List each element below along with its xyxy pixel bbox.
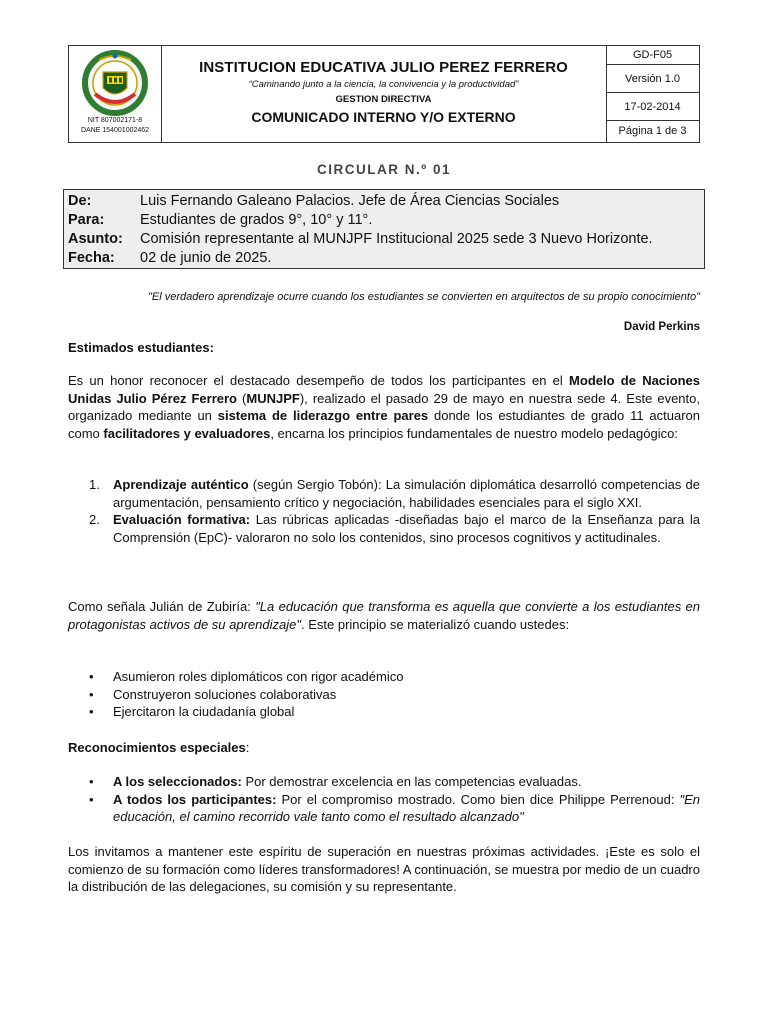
recognitions-list xyxy=(68,773,700,826)
to-value: Estudiantes de grados 9°, 10° y 11°. xyxy=(140,212,373,228)
circular-title: CIRCULAR N.º 01 xyxy=(317,162,451,177)
circular-info-box xyxy=(63,189,705,269)
epigraph-quote: "El verdadero aprendizaje ocurre cuando los estudiantes se convierten en arquitectos de su propio conocimiento" xyxy=(147,291,700,303)
info-row-date: Fecha: 02 de junio de 2025. xyxy=(68,250,272,266)
header-title-cell xyxy=(161,46,607,142)
greeting: Estimados estudiantes: xyxy=(68,340,214,355)
institution-name: INSTITUCION EDUCATIVA JULIO PEREZ FERRERO xyxy=(199,59,568,76)
list-item: 1. Aprendizaje auténtico (según Sergio Tobón): La simulación diplomática desarrolló competencias de argumentación, pensamiento crítico y negociación, habilidades esenciales para el siglo XXI. xyxy=(89,477,701,510)
recognitions-heading: Reconocimientos especiales: xyxy=(68,740,250,755)
nit-text: NIT 807002171-8 xyxy=(87,117,143,124)
achievements-list xyxy=(68,668,700,721)
dane-text: DANE 154001002462 xyxy=(80,127,150,134)
document-code: GD-F05 xyxy=(606,46,699,65)
document-date: 17-02-2014 xyxy=(606,93,699,121)
from-value: Luis Fernando Galeano Palacios. Jefe de Área Ciencias Sociales xyxy=(140,193,560,209)
list-item: • Construyeron soluciones colaborativas xyxy=(89,686,337,702)
list-item: • A los seleccionados: Por demostrar excelencia en las competencias evaluadas. xyxy=(89,774,582,789)
header-meta-cell xyxy=(606,46,699,142)
info-row-from: De: Luis Fernando Galeano Palacios. Jefe de Área Ciencias Sociales xyxy=(68,193,560,209)
school-crest-icon xyxy=(69,48,161,118)
date-value: 02 de junio de 2025. xyxy=(140,250,272,266)
paragraph-closing: Los invitamos a mantener este espíritu de superación en nuestras próximas actividades. ¡Este es solo el comienzo de su formación como líderes transformadores! A continuación, se muestra por medio de un cuadro la distribución de las delegaciones, su comisión y su representante. xyxy=(68,844,700,894)
page-number: Página 1 de 3 xyxy=(618,125,687,137)
management-area: GESTION DIRECTIVA xyxy=(335,94,432,105)
to-label: Para xyxy=(68,212,100,228)
document-version: Versión 1.0 xyxy=(606,65,699,93)
date-label: Fecha xyxy=(68,250,110,266)
subject-value: Comisión representante al MUNJPF Institucional 2025 sede 3 Nuevo Horizonte. xyxy=(140,231,653,247)
info-row-subject: Asunto: Comisión representante al MUNJPF Institucional 2025 sede 3 Nuevo Horizonte. xyxy=(68,231,653,247)
list-item: 2. Evaluación formativa: Las rúbricas aplicadas -diseñadas bajo el marco de la Enseñanza para la Comprensión (EpC)- valoraron no solo los contenidos, sino procesos cognitivos y actitudinales. xyxy=(89,512,700,545)
info-row-to: Para: Estudiantes de grados 9°, 10° y 11°. xyxy=(68,212,373,228)
logo-cell xyxy=(69,46,162,142)
principles-list xyxy=(68,476,700,546)
institution-motto: “Caminando junto a la ciencia, la convivencia y la productividad” xyxy=(248,79,519,90)
document-header-table xyxy=(68,45,700,143)
list-item: • A todos los participantes: Por el compromiso mostrado. Como bien dice Philippe Perrenoud: "En educación, el camino recorrido vale tanto como el resultado alcanzado" xyxy=(89,791,700,824)
from-label: De xyxy=(68,193,87,209)
list-item: • Ejercitaron la ciudadanía global xyxy=(89,704,295,719)
paragraph-zubiria: Como señala Julián de Zubiría: "La educación que transforma es aquella que convierte a los estudiantes en protagonistas activos de su aprendizaje". Este principio se materializó cuando ustedes: xyxy=(68,599,700,632)
subject-label: Asunto xyxy=(68,231,118,247)
list-item: • Asumieron roles diplomáticos con rigor académico xyxy=(89,669,404,684)
epigraph-author: David Perkins xyxy=(623,321,700,333)
paragraph-intro: Es un honor reconocer el destacado desempeño de todos los participantes en el Modelo de Naciones Unidas Julio Pérez Ferrero (MUNJPF), realizado el pasado 29 de mayo en nuestra sede 4. Este evento, organizado mediante un sistema de liderazgo entre pares donde los estudiantes de grado 11 actuaron como facilitadores y evaluadores, encarna los principios fundamentales de nuestro modelo pedagógico: xyxy=(68,373,700,441)
document-type: COMUNICADO INTERNO Y/O EXTERNO xyxy=(251,109,516,125)
